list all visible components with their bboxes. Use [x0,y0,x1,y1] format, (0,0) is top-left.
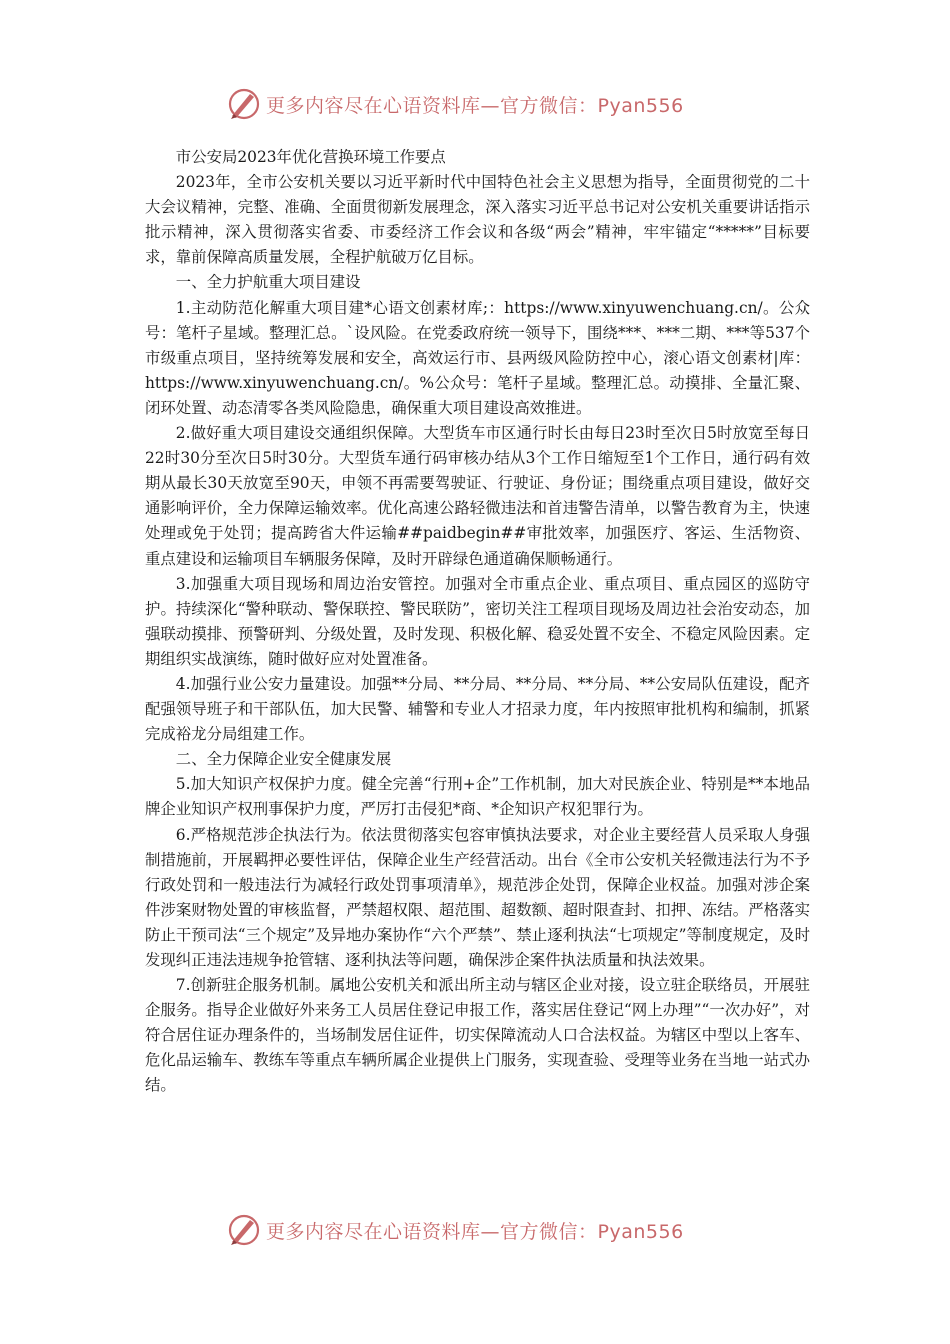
document-title: 市公安局2023年优化营换环境工作要点 [175,148,446,166]
section-heading-1: 一、全力护航重大项目建设 [175,273,361,292]
paragraph-item-7: 7.创新驻企服务机制。属地公安机关和派出所主动与辖区企业对接，设立驻企联络员，开展驻企服务。指导企业做好外来务工人员居住登记申报工作，落实居住登记“网上办理”“一次办好”，对符合居住证办理条件的，当场制发居住证件，切实保障流动人口合法权益。为辖区中型以上客车、危化品运输车、教练车等重点车辆所属企业提供上门服务，实现查验、受理等业务在当地一站式办结。 [145,976,810,1095]
banner-text: 更多内容尽在心语资料库—官方微信：Pyan556 [266,1220,684,1243]
pen-circle-logo-icon [226,86,262,122]
paragraph-item-5: 5.加大知识产权保护力度。健全完善“行刑+企”工作机制，加大对民族企业、特别是**本地品牌企业知识产权刑事保护力度，严厉打击侵犯*商、*企知识产权犯罪行为。 [145,775,810,819]
paragraph-item-6: 6.严格规范涉企执法行为。依法贯彻落实包容审慎执法要求，对企业主要经营人员采取人身强制措施前，开展羁押必要性评估，保障企业生产经营活动。出台《全市公安机关轻微违法行为不予行政处罚和一般违法行为减轻行政处罚事项清单》，规范涉企处罚，保障企业权益。加强对涉企案件涉案财物处置的审核监督，严禁超权限、超范围、超数额、超时限查封、扣押、冻结。严格落实防止干预司法“三个规定”及异地办案协作“六个严禁”、禁止逐利执法“七项规定”等制度规定，及时发现纠正违法违规争抢管辖、逐利执法等问题，确保涉企案件执法质量和执法效果。 [145,825,810,969]
document-body [145,145,810,1099]
paragraph-item-1: 1.主动防范化解重大项目建*心语文创素材库;：https://www.xinyuwenchuang.cn/。公众号：笔杆子星域。整理汇总。`设风险。在党委政府统一领导下，围绕***、***二期、***等537个市级重点项目，坚持统筹发展和安全，高效运行市、县两级风险防控中心，滚心语文创素材|库：https://www.xinyuwenchuang.cn/。%公众号：笔杆子星域。整理汇总。动摸排、全量汇聚、闭环处置、动态清零各类风险隐患，确保重大项目建设高效推进。 [145,298,810,417]
paragraph-item-4: 4.加强行业公安力量建设。加强**分局、**分局、**分局、**分局、**公安局队伍建设，配齐配强领导班子和干部队伍，加大民警、辅警和专业人才招录力度，年内按照审批机构和编制，抓紧完成裕龙分局组建工作。 [145,674,810,744]
footer-watermark-banner [226,1210,684,1250]
header-watermark-banner [226,84,684,124]
section-heading-2: 二、全力保障企业安全健康发展 [175,750,392,769]
banner-text: 更多内容尽在心语资料库—官方微信：Pyan556 [266,94,684,117]
intro-paragraph: 2023年，全市公安机关要以习近平新时代中国特色社会主义思想为指导，全面贯彻党的二十大会议精神，完整、准确、全面贯彻新发展理念，深入落实习近平总书记对公安机关重要讲话指示批示精神，深入贯彻落实省委、市委经济工作会议和各级“两会”精神，牢牢锚定“*****”目标要求，靠前保障高质量发展，全程护航破万亿目标。 [145,173,810,267]
paragraph-item-2: 2.做好重大项目建设交通组织保障。大型货车市区通行时长由每日23时至次日5时放宽至每日22时30分至次日5时30分。大型货车通行码审核办结从3个工作日缩短至1个工作日，通行码有效期从最长30天放宽至90天，申领不再需要驾驶证、行驶证、身份证；围绕重点项目建设，做好交通影响评价，全力保障运输效率。优化高速公路轻微违法和首违警告清单，以警告教育为主，快速处理或免于处罚；提高跨省大件运输##paidbegin##审批效率，加强医疗、客运、生活物资、重点建设和运输项目车辆服务保障，及时开辟绿色通道确保顺畅通行。 [145,424,810,568]
paragraph-item-3: 3.加强重大项目现场和周边治安管控。加强对全市重点企业、重点项目、重点园区的巡防守护。持续深化“警种联动、警保联控、警民联防”，密切关注工程项目现场及周边社会治安动态，加强联动摸排、预警研判、分级处置，及时发现、积极化解、稳妥处置不安全、不稳定风险因素。定期组织实战演练，随时做好应对处置准备。 [145,574,810,668]
pen-circle-logo-icon [226,1212,262,1248]
